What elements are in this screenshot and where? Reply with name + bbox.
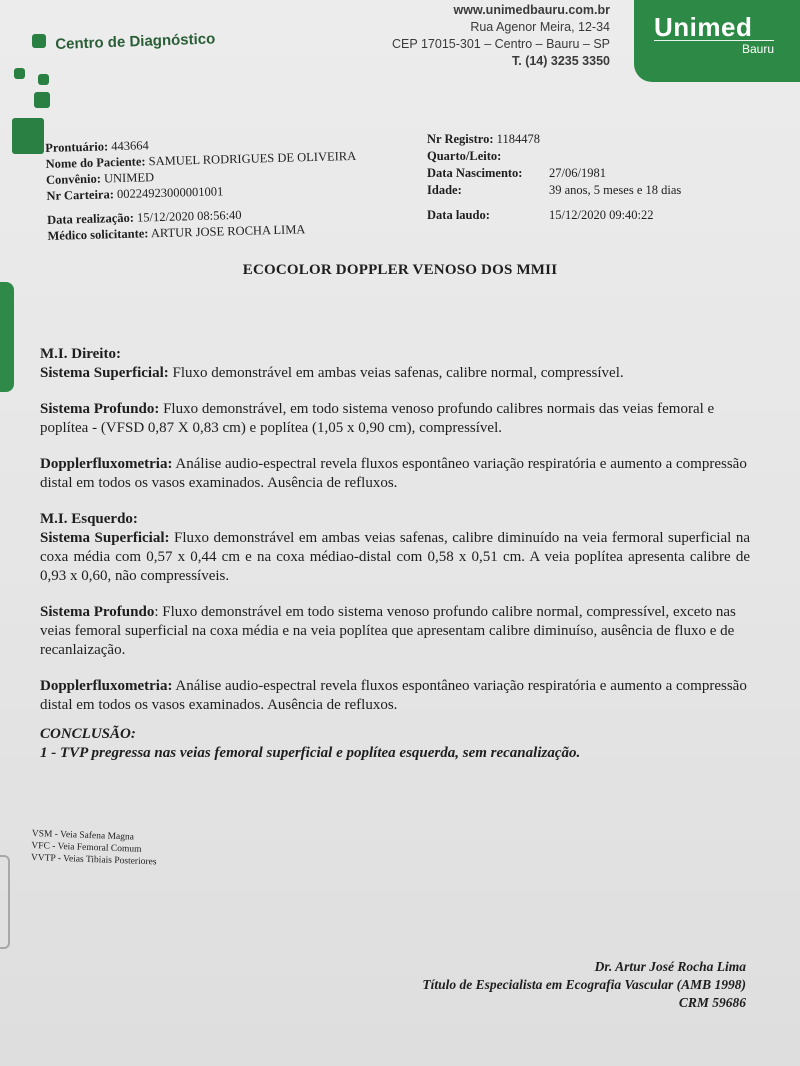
conclusion-heading: CONCLUSÃO:: [40, 726, 136, 742]
right-deep-text: Fluxo demonstrável, em todo sistema venoso profundo calibres normais das veias femoral e poplítea - (VFSD 0,87 X 0,83 cm) e poplítea (1,05 x 0,90 cm), compressível.: [40, 401, 715, 436]
quarto-label: Quarto/Leito:: [427, 149, 502, 163]
conclusion-text: 1 - TVP pregressa nas veias femoral superficial e poplítea esquerda, sem recanalização.: [40, 745, 581, 761]
report-date-label: Data laudo:: [427, 208, 490, 222]
prontuario-label: Prontuário:: [45, 139, 109, 155]
right-doppler-text: Análise audio-espectral revela fluxos espontâneo variação respiratória e aumento a compressão distal em todos os vasos examinados. Ausência de refluxos.: [40, 456, 747, 491]
registro-label: Nr Registro:: [427, 132, 494, 146]
signature-block: [422, 958, 746, 1012]
left-limb-heading: M.I. Esquerdo:: [40, 511, 138, 527]
unimed-logo: [634, 0, 800, 82]
left-superficial-text: Fluxo demonstrável em ambas veias safenas, calibre diminuído na veia fermoral superficial na coxa média com 0,57 x 0,44 cm e na coxa médiao-distal com 0,58 x 0,51 cm. A veia poplítea apresenta calibre de 0,93 x 0,60, não compressíveis.: [40, 530, 750, 584]
right-deep-label: Sistema Profundo:: [40, 401, 160, 417]
patient-name-value: SAMUEL RODRIGUES DE OLIVEIRA: [148, 148, 357, 169]
address-block: [392, 2, 610, 70]
exam-date-label: Data realização:: [46, 210, 135, 227]
brand-unit: Bauru: [741, 42, 774, 56]
exam-date-value: 15/12/2020 08:56:40: [136, 207, 242, 225]
patient-info: [45, 132, 358, 244]
physician-value: ARTUR JOSE ROCHA LIMA: [150, 222, 306, 241]
convenio-label: Convênio:: [45, 171, 102, 187]
left-deep: [40, 603, 750, 660]
right-doppler: [40, 455, 750, 493]
left-superficial-label: Sistema Superficial:: [40, 530, 170, 546]
abbreviations: [31, 828, 158, 868]
carteira-label: Nr Carteira:: [46, 187, 115, 203]
report-body: [40, 345, 750, 763]
left-deep-label: Sistema Profundo: [40, 604, 155, 620]
left-doppler-label: Dopplerfluxometria:: [40, 678, 173, 694]
signature-crm: CRM 59686: [678, 995, 746, 1010]
brand-name: Unimed: [654, 12, 753, 42]
cep-city: CEP 17015-301 – Centro – Bauru – SP: [392, 37, 610, 51]
abbreviation-item: VVTP - Veias Tibiais Posteriores: [30, 852, 157, 868]
website-link[interactable]: www.unimedbauru.com.br: [453, 3, 610, 17]
right-deep: [40, 400, 750, 438]
convenio-value: UNIMED: [103, 170, 155, 186]
birth-label: Data Nascimento:: [427, 166, 523, 180]
left-doppler: [40, 677, 750, 715]
right-limb-heading: M.I. Direito:: [40, 346, 121, 362]
age-value: 39 anos, 5 meses e 18 dias: [549, 183, 682, 197]
phone: T. (14) 3235 3350: [512, 54, 610, 68]
abbreviation-item: VSM - Veia Safena Magna: [31, 828, 135, 843]
left-superficial: [40, 529, 750, 586]
physician-label: Médico solicitante:: [47, 226, 149, 243]
report-title: ECOCOLOR DOPPLER VENOSO DOS MMII: [242, 262, 558, 278]
right-superficial-label: Sistema Superficial:: [40, 365, 169, 381]
signature-name: Dr. Artur José Rocha Lima: [594, 959, 746, 974]
right-doppler-label: Dopplerfluxometria:: [40, 456, 173, 472]
report-date-value: 15/12/2020 09:40:22: [549, 208, 654, 222]
age-label: Idade:: [427, 183, 462, 197]
abbreviation-item: VFC - Veia Femoral Comum: [31, 840, 142, 855]
binder-tab: [0, 282, 14, 392]
quarto-value: [549, 148, 681, 165]
street: Rua Agenor Meira, 12-34: [470, 20, 610, 34]
left-doppler-text: Análise audio-espectral revela fluxos espontâneo variação respiratória e aumento a compressão distal em todos os vasos examinados. Ausência de refluxos.: [40, 678, 747, 713]
binder-clip: [0, 855, 10, 949]
birth-value: 27/06/1981: [549, 166, 606, 180]
center-name: Centro de Diagnóstico: [55, 30, 216, 53]
brand-divider: [654, 40, 774, 41]
left-deep-text: : Fluxo demonstrável em todo sistema venoso profundo calibre normal, compressível, exceto nas veias femoral superficial na coxa média e na veia poplítea que apresentam calibre diminuíso, ausência de fluxo e de recanlaização.: [40, 604, 736, 658]
right-superficial: [40, 364, 750, 383]
record-info: [427, 131, 681, 224]
right-superficial-text: Fluxo demonstrável em ambas veias safenas, calibre normal, compressível.: [168, 365, 624, 381]
signature-title: Título de Especialista em Ecografia Vascular (AMB 1998): [422, 977, 746, 992]
registro-value: 1184478: [496, 132, 540, 146]
prontuario-value: 443664: [111, 138, 149, 154]
carteira-value: 00224923000001001: [116, 184, 224, 202]
patient-name-label: Nome do Paciente:: [45, 154, 146, 171]
